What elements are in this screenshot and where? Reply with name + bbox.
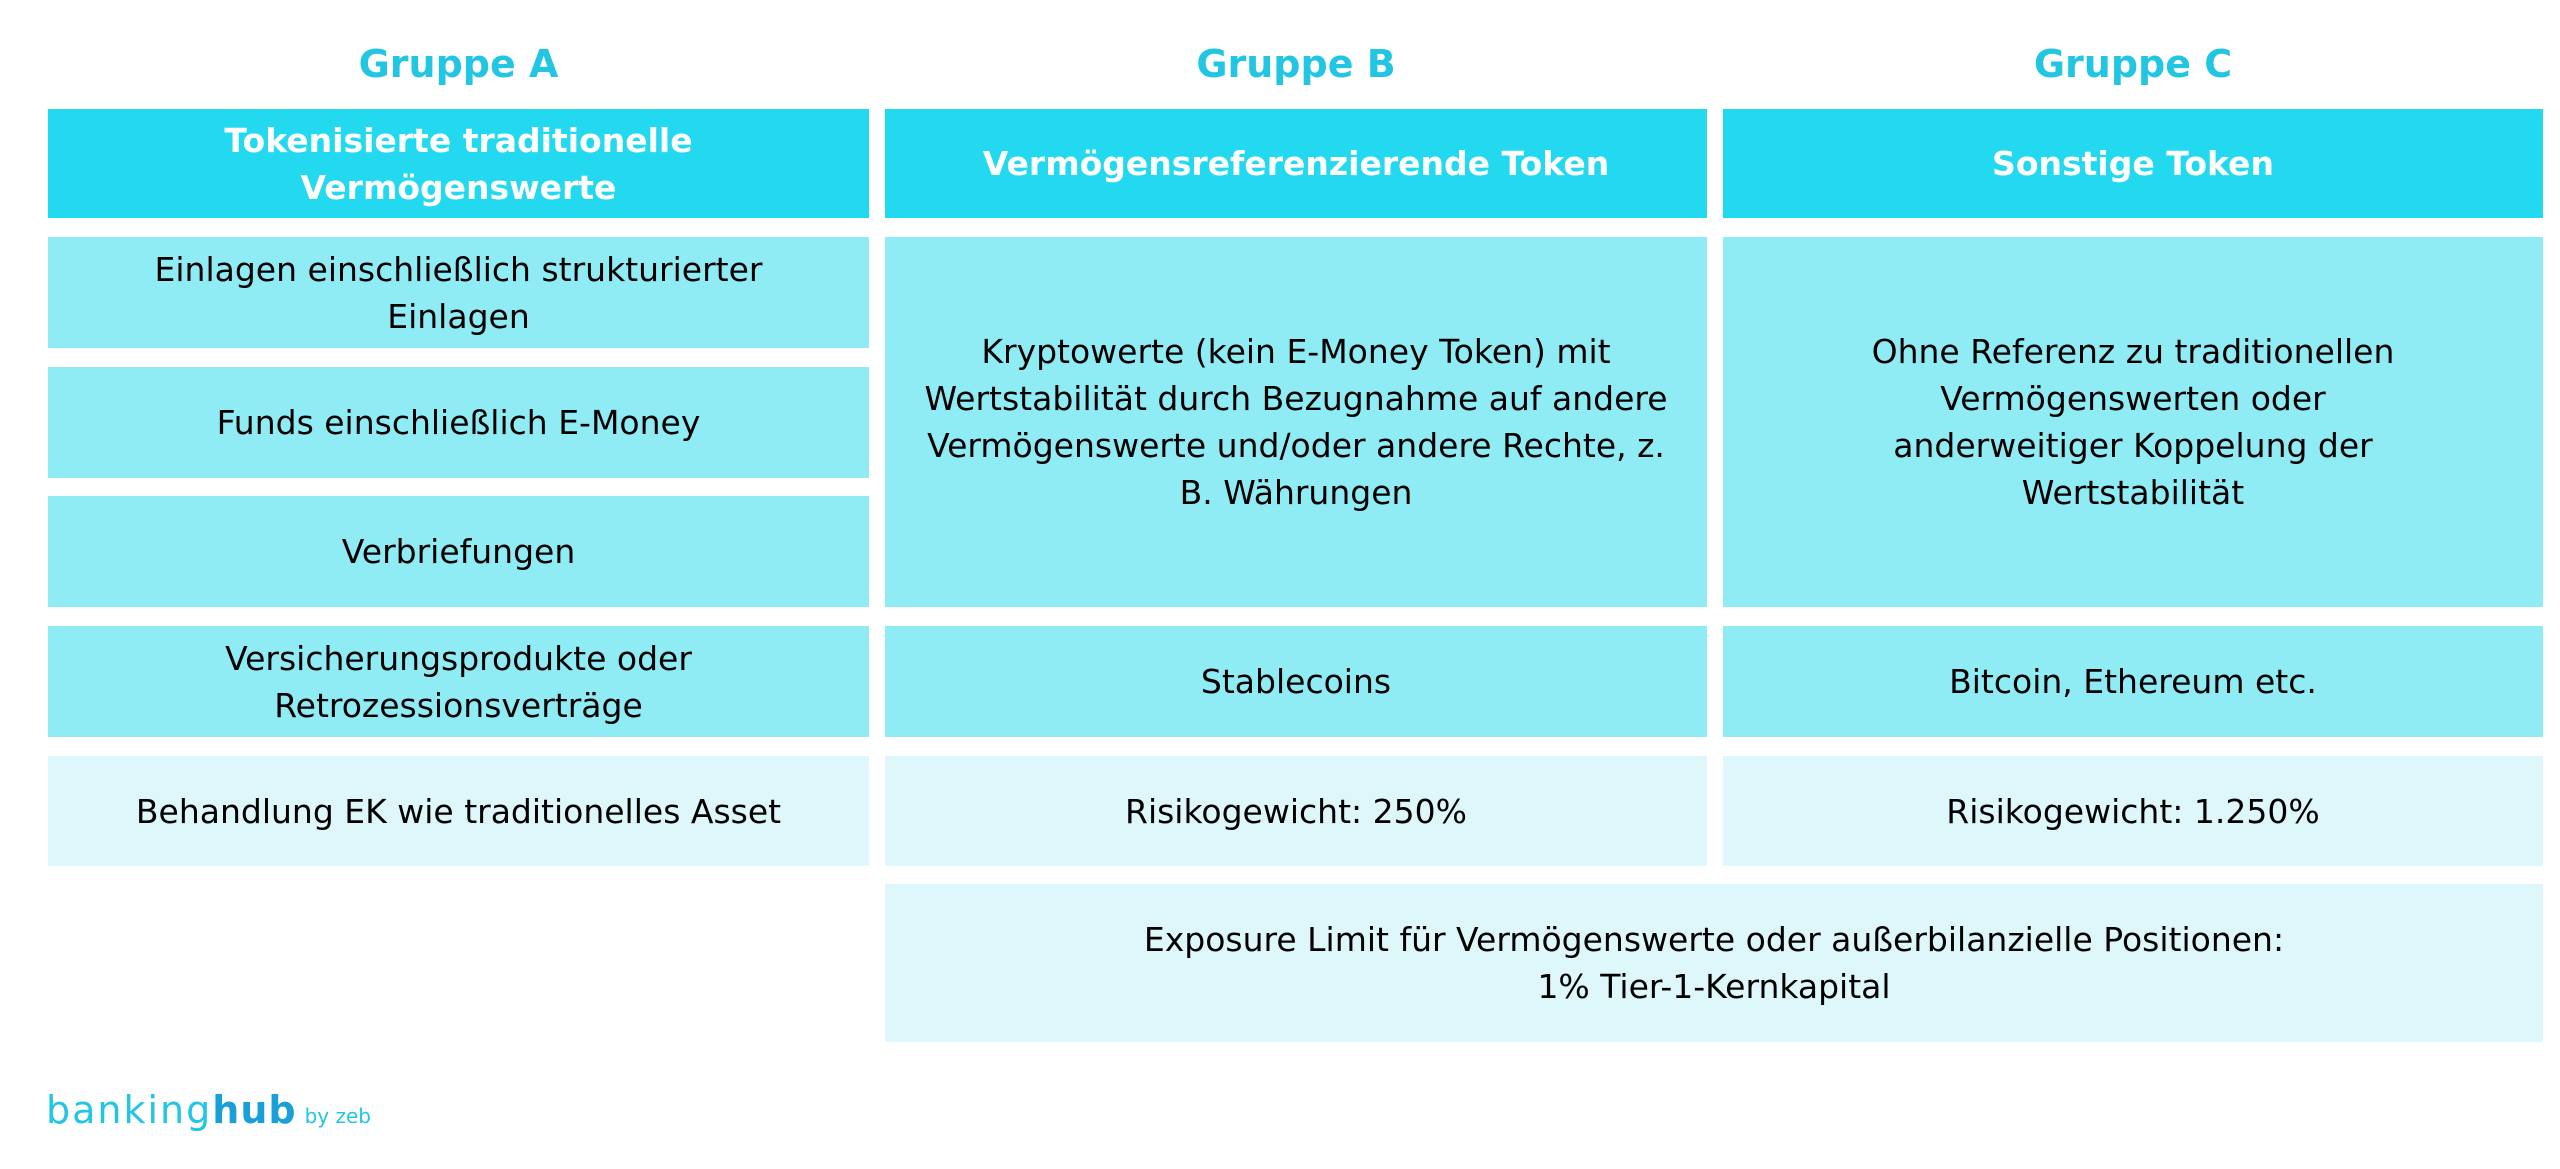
group-a-item-securitizations: Verbriefungen: [48, 496, 869, 607]
bankinghub-logo: [46, 1088, 371, 1132]
group-c-risk-weight: Risikogewicht: 1.250%: [1723, 756, 2543, 866]
group-a-item-funds: Funds einschließlich E-Money: [48, 367, 869, 478]
exposure-limit-box: [885, 884, 2543, 1042]
group-b-title: Gruppe B: [1196, 42, 1396, 86]
group-a-title: Gruppe A: [358, 42, 559, 86]
group-c-example: Bitcoin, Ethereum etc.: [1723, 626, 2543, 737]
logo-text-hub: hub: [212, 1088, 297, 1132]
group-a-header: Tokenisierte traditionelle Vermögenswerte: [48, 109, 869, 218]
group-c-header: Sonstige Token: [1723, 109, 2543, 218]
group-a-item-insurance: Versicherungsprodukte oder Retrozessionsverträge: [48, 626, 869, 737]
group-a-treatment: Behandlung EK wie traditionelles Asset: [48, 756, 869, 866]
group-b-risk-weight: Risikogewicht: 250%: [885, 756, 1707, 866]
group-b-header: Vermögensreferenzierende Token: [885, 109, 1707, 218]
logo-text-byzeb: by zeb: [304, 1104, 371, 1128]
group-c-title: Gruppe C: [2033, 42, 2233, 86]
group-a-item-deposits: Einlagen einschließlich strukturierter Einlagen: [48, 237, 869, 348]
logo-text-banking: banking: [46, 1088, 213, 1132]
exposure-limit-line1: Exposure Limit für Vermögenswerte oder außerbilanzielle Positionen:: [1143, 920, 2285, 959]
group-c-description: Ohne Referenz zu traditionellen Vermögenswerten oder anderweitiger Koppelung der Wertstabilität: [1723, 237, 2543, 607]
exposure-limit-line2: 1% Tier-1-Kernkapital: [1537, 967, 1891, 1006]
group-b-example: Stablecoins: [885, 626, 1707, 737]
group-b-description: Kryptowerte (kein E-Money Token) mit Wertstabilität durch Bezugnahme auf andere Vermögenswerte und/oder andere Rechte, z. B. Währungen: [885, 237, 1707, 607]
